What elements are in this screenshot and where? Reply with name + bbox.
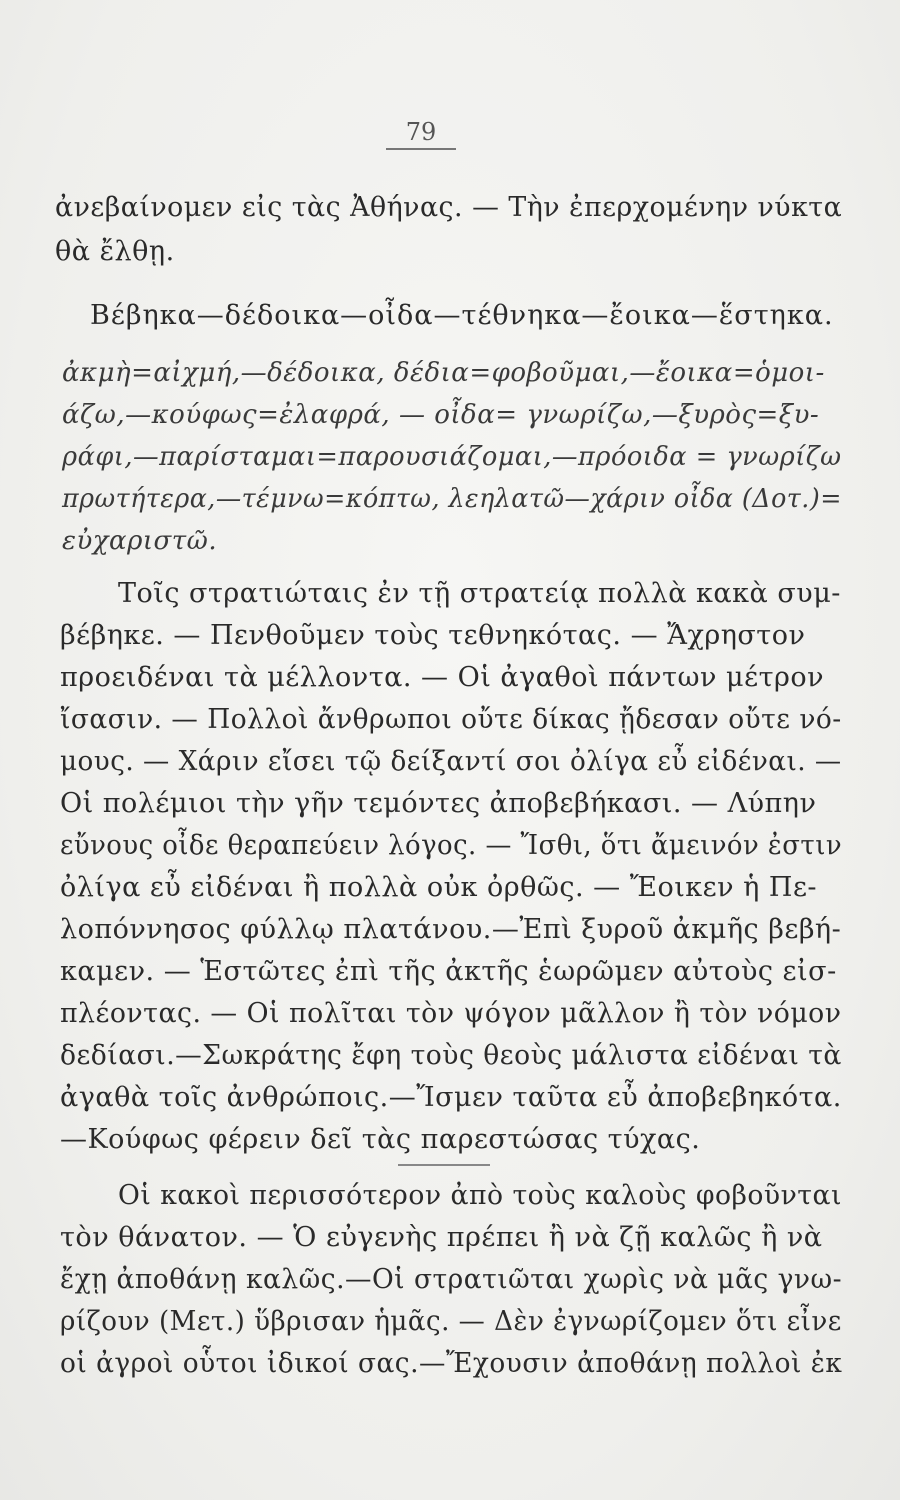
vocab-line: πρωτήτερα,—τέμνω=κόπτω, λεηλατῶ—χάριν οἶδα (Δοτ.)= (62, 484, 842, 514)
text-line: —Κούφως φέρειν δεῖ τὰς παρεστώσας τύχας. (60, 1124, 701, 1155)
text-line: λοπόννησος φύλλῳ πλατάνου.—Ἐπὶ ξυροῦ ἀκμῆς βεβή- (60, 914, 842, 945)
text-line: πλέοντας. — Οἱ πολῖται τὸν ψόγον μᾶλλον ἢ τὸν νόμον (60, 998, 842, 1029)
text-line: ἀγαθὰ τοῖς ἀνθρώποις.—Ἴσμεν ταῦτα εὖ ἀποβεβηκότα. (60, 1082, 842, 1113)
text-line: οἱ ἀγροὶ οὗτοι ἰδικοί σας.—Ἔχουσιν ἀποθάνῃ πολλοὶ ἐκ (60, 1348, 843, 1379)
text-line: ἴσασιν. — Πολλοὶ ἄνθρωποι οὔτε δίκας ᾔδεσαν οὔτε νό- (60, 704, 842, 735)
text-line: μους. — Χάριν εἴσει τῷ δείξαντί σοι ὀλίγα εὖ εἰδέναι. — (60, 746, 842, 777)
vocab-line: εὐχαριστῶ. (62, 526, 218, 556)
text-line: Οἱ κακοὶ περισσότερον ἀπὸ τοὺς καλοὺς φοβοῦνται (118, 1180, 842, 1211)
vocab-line: ράφι,—παρίσταμαι=παρουσιάζομαι,—πρόοιδα = γνωρίζω (62, 442, 842, 472)
text-line: ἀνεβαίνομεν εἰς τὰς Ἀθήνας. — Τὴν ἐπερχομένην νύκτα (55, 192, 843, 223)
text-line: εὔνους οἶδε θεραπεύειν λόγος. — Ἴσθι, ὅτι ἄμεινόν ἐστιν (60, 830, 843, 861)
text-line: ὀλίγα εὖ εἰδέναι ἢ πολλὰ οὐκ ὀρθῶς. — Ἔοικεν ἡ Πε- (60, 872, 818, 903)
text-line: δεδίασι.—Σωκράτης ἔφη τοὺς θεοὺς μάλιστα εἰδέναι τὰ (60, 1040, 842, 1071)
vocab-line: άζω,—κούφως=ἐλαφρά, — οἶδα= γνωρίζω,—ξυρὸς=ξυ- (62, 400, 820, 430)
text-line: ρίζουν (Μετ.) ὕβρισαν ἡμᾶς. — Δὲν ἐγνωρίζομεν ὅτι εἶνε (60, 1306, 842, 1337)
text-line: θὰ ἔλθῃ. (55, 236, 175, 267)
vocab-line: ἀκμὴ=αἰχμή,—δέδοικα, δέδια=φοβοῦμαι,—ἔοικα=ὁμοι- (62, 358, 825, 388)
page-number: 79 (386, 118, 456, 150)
text-line: προειδέναι τὰ μέλλοντα. — Οἱ ἀγαθοὶ πάντων μέτρον (60, 662, 825, 693)
text-line: τὸν θάνατον. — Ὁ εὐγενὴς πρέπει ἢ νὰ ζῇ καλῶς ἢ νὰ (60, 1222, 823, 1253)
text-line: Οἱ πολέμιοι τὴν γῆν τεμόντες ἀποβεβήκασι. — Λύπην (60, 788, 817, 819)
text-line: ἔχῃ ἀποθάνῃ καλῶς.—Οἱ στρατιῶται χωρὶς νὰ μᾶς γνω- (60, 1264, 843, 1295)
text-line: βέβηκε. — Πενθοῦμεν τοὺς τεθνηκότας. — Ἄχρηστον (60, 620, 806, 651)
section-divider (398, 1164, 490, 1166)
text-line: Τοῖς στρατιώταις ἐν τῇ στρατείᾳ πολλὰ κακὰ συμ- (118, 578, 841, 609)
text-line: καμεν. — Ἑστῶτες ἐπὶ τῆς ἀκτῆς ἑωρῶμεν αὐτοὺς εἰσ- (60, 956, 837, 987)
heading-text: Βέβηκα—δέδοικα—οἶδα—τέθνηκα—ἔοικα—ἕστηκα. (90, 300, 834, 331)
